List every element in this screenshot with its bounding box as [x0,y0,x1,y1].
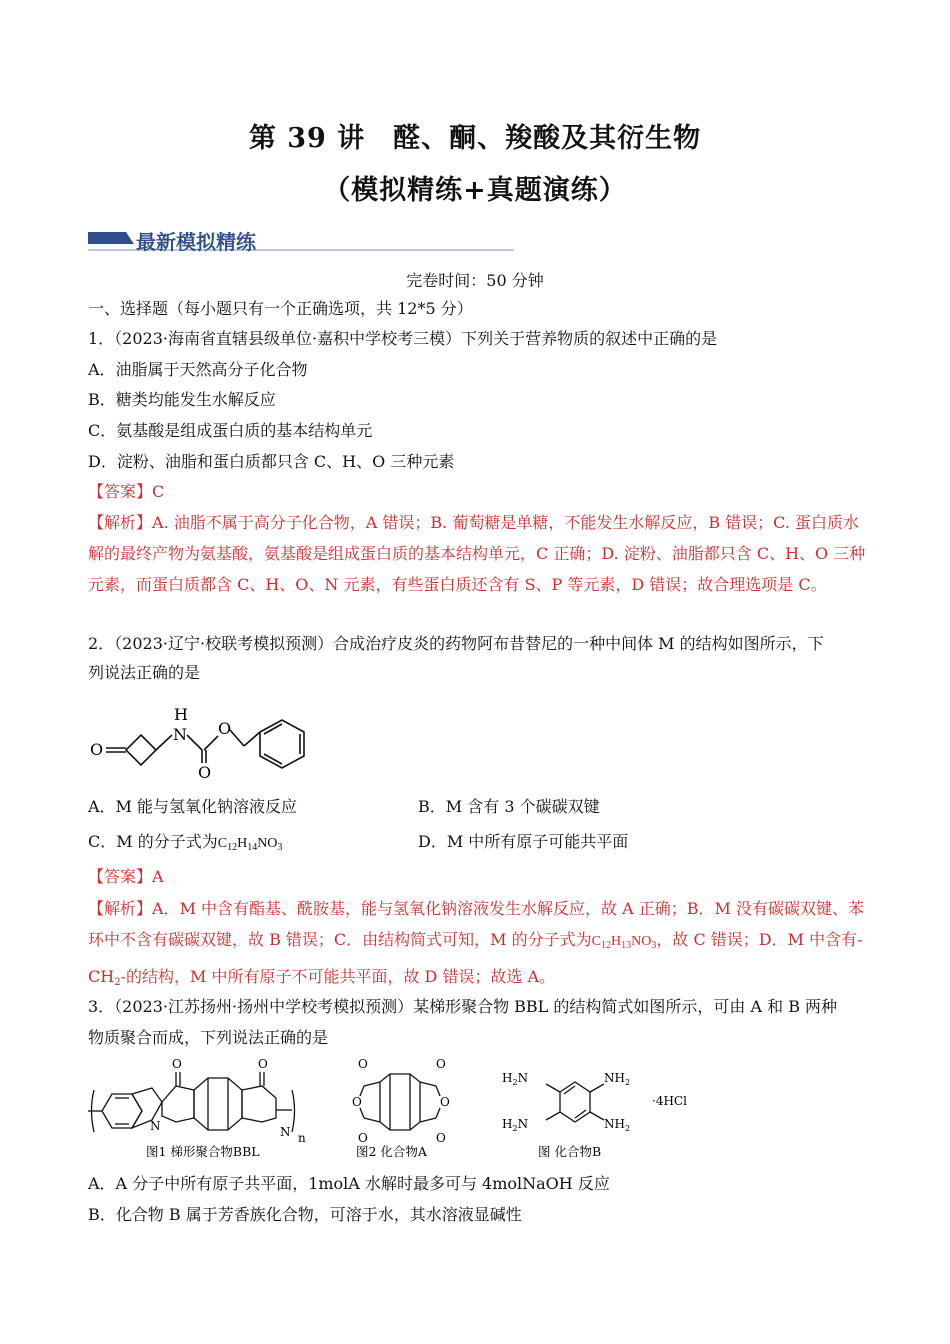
q2-stem-line2: 列说法正确的是 [88,663,201,682]
label-o: O [352,1095,362,1109]
q2-answer [88,867,164,887]
figure-bbl-polymer [86,1050,316,1160]
label-n: N [150,1119,161,1133]
struct-label-n: N [173,725,187,744]
page-subtitle: （模拟精练+真题演练） [323,175,627,206]
figure-compound-a [330,1052,470,1160]
q2-analysis: 【解析】A．M 中含有酯基、酰胺基，能与氢氧化钠溶液发生水解反应，故 A 正确；B．M 没有碳碳双键、苯环中不含有碳碳双键，故 B 错误；C．由结构简式可知，M 的分子式为$C_{12}H_{13}NO_3$，故 C 错误；D．M 中含有$-CH_2-$的结构，M 中所有原子不可能共平面，故 D 错误；故选 A。 [88,899,864,988]
struct-label-o: O [218,719,232,738]
label-h2n: $H_2N$ [502,1071,529,1087]
molecular-formula: $C_{12}H_{13}NO_3$ [591,934,657,951]
analysis-text: A. 油脂不属于高分子化合物，A 错误；B. 葡萄糖是单糖，不能发生水解反应，B 错误；C. 蛋白质水解的最终产物为氨基酸，氨基酸是组成蛋白质的基本结构单元，C 正确；D. 淀粉、油脂都只含 C、H、O 三种元素，而蛋白质都含 C、H、O、N 元素，有些蛋白质还含有 S、P 等元素，D 错误；故合理选项是 C。 [88,513,866,594]
label-o: O [258,1057,268,1071]
figure-compound-b [500,1062,687,1160]
label-nh2: $NH_2$ [604,1071,631,1087]
fig2-caption: 图2 化合物A [356,1144,427,1159]
section-banner [88,226,514,252]
q1-option-d: D．淀粉、油脂和蛋白质都只含 C、H、O 三种元素 [88,452,455,471]
label-o: O [172,1057,182,1071]
section-banner-label: 最新模拟精练 [136,230,256,254]
analysis-label: 【解析】 [88,513,153,532]
q1-option-b: B．糖类均能发生水解反应 [88,390,276,409]
q2-option-b: B．M 含有 3 个碳碳双键 [418,797,600,816]
label-o: O [436,1057,446,1071]
answer-label: 【答案】 [88,482,153,501]
fig1-caption: 图1 梯形聚合物BBL [146,1144,260,1159]
q1-option-a: A．油脂属于天然高分子化合物 [88,360,308,379]
q3-option-a: A．A 分子中所有原子共平面，1molA 水解时最多可与 4molNaOH 反应 [88,1174,610,1193]
fig3-caption: 图 化合物B [538,1144,602,1159]
structure-m [86,698,326,782]
struct-label-o: O [198,763,212,782]
option-c-prefix: C．M 的分子式为 [88,832,218,851]
label-h2n: $H_2N$ [502,1117,529,1133]
label-hcl: ·4HCl [652,1094,687,1108]
part-heading: 一、选择题（每小题只有一个正确选项，共 12*5 分） [88,299,473,318]
q2-option-d: D．M 中所有原子可能共平面 [418,832,629,851]
label-o: O [440,1095,450,1109]
time-note: 完卷时间：50 分钟 [406,271,544,290]
label-n: N [280,1125,291,1139]
q1-analysis [88,507,868,600]
q3-option-b: B．化合物 B 属于芳香族化合物，可溶于水，其水溶液显碱性 [88,1205,522,1224]
q1-answer [88,482,164,502]
molecular-formula: $C_{12}H_{14}NO_3$ [217,836,283,853]
q3-stem-line2: 物质聚合而成，下列说法正确的是 [88,1028,329,1047]
answer-value: C [152,482,165,501]
q2-stem-line1: 2．（2023·辽宁·校联考模拟预测）合成治疗皮炎的药物阿布昔替尼的一种中间体 M 的结构如图所示，下 [88,634,824,653]
answer-label: 【答案】 [88,867,153,886]
struct-label-h: H [174,705,188,724]
label-o: O [358,1057,368,1071]
label-n-index: n [298,1131,306,1145]
q2-option-c [88,832,282,858]
q2-option-a: A．M 能与氢氧化钠溶液反应 [88,797,298,816]
analysis-label: 【解析】 [88,899,153,918]
label-nh2: $NH_2$ [604,1117,631,1133]
page-title: 第 39 讲 醛、酮、羧酸及其衍生物 [248,123,702,154]
answer-value: A [152,867,164,886]
q1-stem: 1．（2023·海南省直辖县级单位·嘉积中学校考三模）下列关于营养物质的叙述中正确的是 [88,329,718,348]
label-o: O [358,1131,368,1145]
label-o: O [436,1131,446,1145]
q1-option-c: C．氨基酸是组成蛋白质的基本结构单元 [88,421,373,440]
q3-stem-line1: 3．（2023·江苏扬州·扬州中学校考模拟预测）某梯形聚合物 BBL 的结构简式如图所示，可由 A 和 B 两种 [88,997,838,1016]
struct-label-o: O [90,740,104,759]
